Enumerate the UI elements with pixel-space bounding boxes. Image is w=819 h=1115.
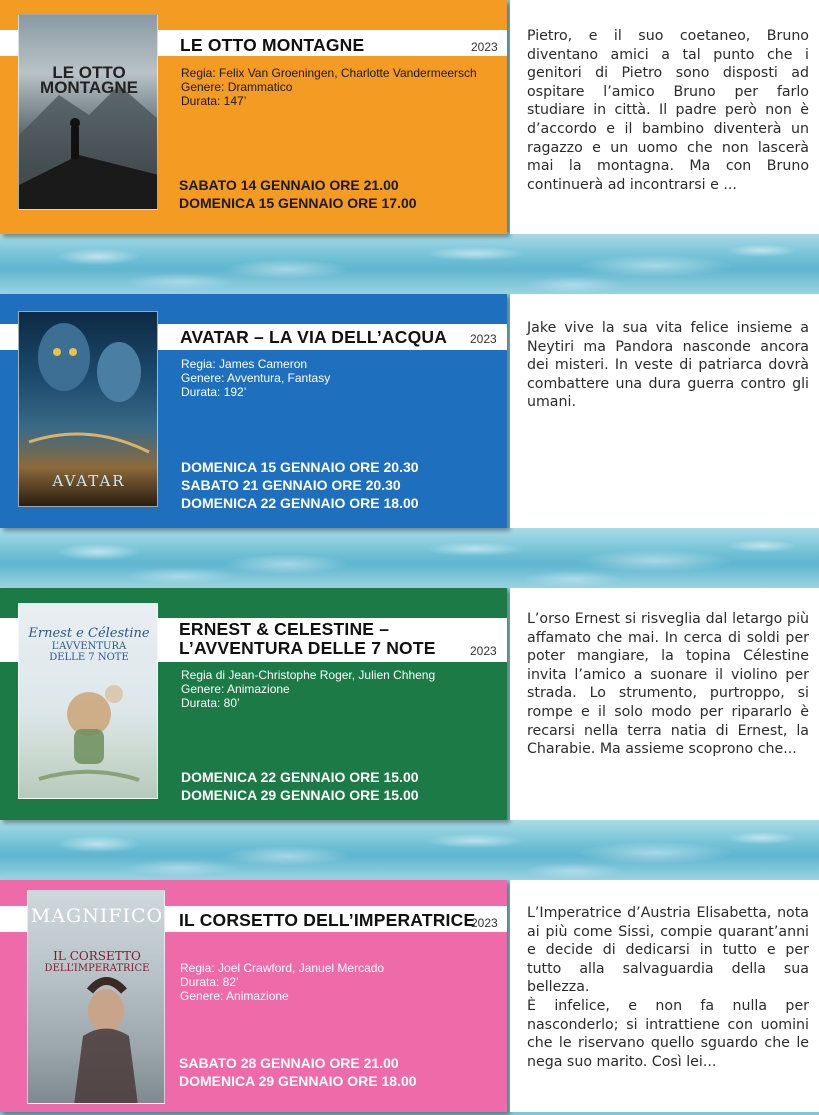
description-box — [510, 294, 819, 528]
poster-title: AVATAR — [52, 472, 126, 490]
screening-date: SABATO 14 GENNAIO ORE 21.00 — [179, 177, 399, 193]
poster-art — [19, 15, 158, 210]
screening-date: SABATO 28 GENNAIO ORE 21.00 — [179, 1055, 399, 1071]
film-meta: Regia: James Cameron Genere: Avventura, Fantasy Durata: 192’ — [181, 357, 331, 399]
screening-date: DOMENICA 22 GENNAIO ORE 18.00 — [181, 495, 419, 511]
water-background-1 — [0, 232, 819, 294]
screening-dates — [179, 1054, 417, 1090]
description-box — [510, 0, 819, 234]
movie-poster — [27, 890, 165, 1104]
film-year: 2023 — [470, 332, 497, 346]
poster-title: MAGNIFICO IL CORSETTO DELL’IMPERATRICE — [30, 905, 164, 974]
movie-poster — [18, 14, 158, 210]
film-year: 2023 — [471, 40, 498, 54]
film-year: 2023 — [471, 916, 498, 930]
film-description: Pietro, e il suo coetaneo, Bruno diventano amici a tal punto che i genitori di Pietro sono disposti ad ospitare l’amico Bruno per farlo studiare in città. Il padre però non è d’accordo e il bambino diventerà un ragazzo e un uomo che non lascerà mai la montagna. Ma con Bruno continuerà ad incontrarsi e ... — [527, 28, 809, 193]
screening-date: DOMENICA 22 GENNAIO ORE 15.00 — [181, 769, 419, 785]
description-box — [510, 588, 819, 820]
movie-poster — [18, 311, 158, 507]
film-meta: Regia di Jean-Christophe Roger, Julien Chheng Genere: Animazione Durata: 80’ — [181, 668, 436, 710]
movie-poster — [18, 603, 158, 799]
screening-date: SABATO 21 GENNAIO ORE 20.30 — [181, 477, 401, 493]
film-meta: Regia: Joel Crawford, Januel Mercado Durata: 82’ Genere: Animazione — [180, 961, 385, 1003]
poster-title: Ernest e Célestine L’AVVENTURA DELLE 7 NOTE — [28, 626, 150, 663]
screening-dates — [181, 458, 419, 512]
film-year: 2023 — [470, 644, 497, 658]
film-title: AVATAR – LA VIA DELL’ACQUA — [180, 327, 448, 347]
screening-date: DOMENICA 15 GENNAIO ORE 17.00 — [179, 195, 417, 211]
screening-date: DOMENICA 29 GENNAIO ORE 18.00 — [179, 1073, 417, 1089]
film-description: L’Imperatrice d’Austria Elisabetta, nota ai più come Sissi, compie quarant’anni e decide di dedicarsi in tutto e per tutto alla salvaguardia della sua bellezza. È infelice, e non fa nulla per nasconderlo; si intrattiene con uomini che le riservano quello sguardo che le nega suo marito. Così lei... — [527, 905, 809, 1070]
film-card-corsetto-imperatrice — [0, 880, 819, 1112]
film-title: ERNEST & CELESTINE – L’AVVENTURA DELLE 7 NOTE — [179, 619, 436, 658]
film-description: Jake vive la sua vita felice insieme a Neytiri ma Pandora nasconde ancora dei misteri. In veste di patriarca dovrà combattere una dura guerra contro gli umani. — [527, 320, 809, 411]
poster-title: LE OTTO MONTAGNE — [40, 63, 138, 97]
film-card-otto-montagne — [0, 0, 819, 234]
film-card-ernest-celestine — [0, 588, 819, 820]
screening-date: DOMENICA 29 GENNAIO ORE 15.00 — [181, 787, 419, 803]
screening-dates — [179, 176, 417, 212]
film-card-avatar — [0, 294, 819, 528]
film-title: IL CORSETTO DELL’IMPERATRICE — [179, 910, 476, 930]
film-title: LE OTTO MONTAGNE — [180, 35, 365, 55]
film-description: L’orso Ernest si risveglia dal letargo più affamato che mai. In cerca di soldi per poter mangiare, la topina Célestine invita l’amico a suonare il violino per strada. Lo strumento, purtroppo, si rompe e il solo modo per ripararlo è recarsi nella terra natia di Ernest, la Charabie. Ma assieme scoprono che... — [527, 611, 809, 758]
description-box — [510, 880, 819, 1112]
screening-date: DOMENICA 15 GENNAIO ORE 20.30 — [181, 459, 419, 475]
water-background-3 — [0, 820, 819, 880]
film-meta: Regia: Felix Van Groeningen, Charlotte Vandermeersch Genere: Drammatico Durata: 147’ — [181, 66, 477, 108]
water-background-2 — [0, 528, 819, 588]
screening-dates — [181, 768, 419, 804]
